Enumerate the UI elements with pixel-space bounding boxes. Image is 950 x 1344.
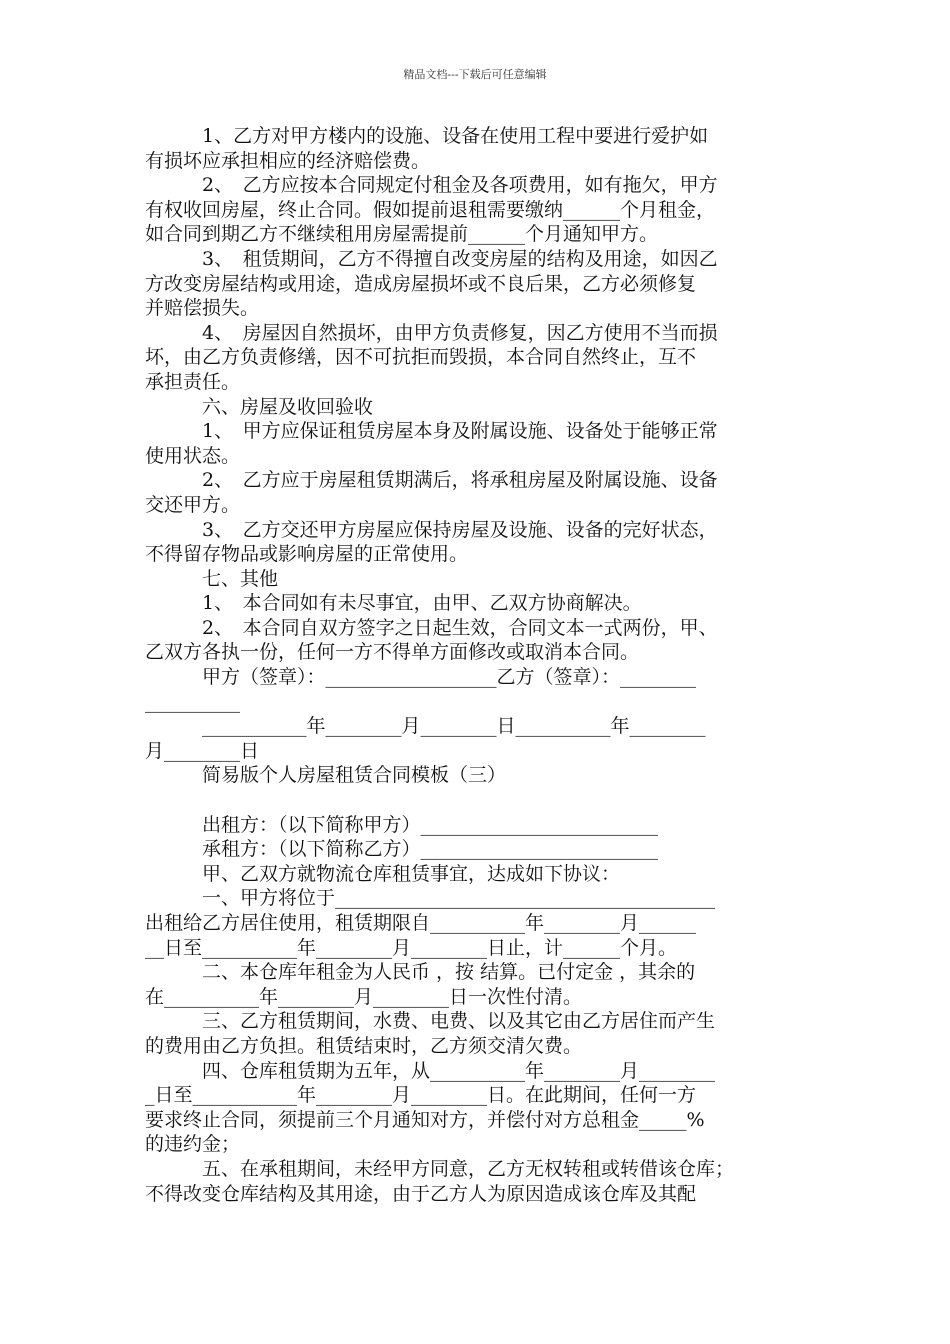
text-line: 有权收回房屋，终止合同。假如提前退租需要缴纳______个月租金， (145, 198, 716, 221)
text-line: 要求终止合同，须提前三个月通知对方，并偿付对方总租金_____% (145, 1108, 705, 1131)
page-header: 精品文档---下载后可任意编辑 (403, 68, 547, 81)
text-line: 甲方（签章）：__________________乙方（签章）：________ (145, 666, 697, 689)
text-line (145, 788, 810, 813)
text-line: 不得留存物品或影响房屋的正常使用。 (145, 543, 469, 566)
text-line: 方改变房屋结构或用途，造成房屋损坏或不良后果，乙方必须修复 (145, 272, 697, 295)
text-line: 使用状态。 (145, 444, 241, 467)
text-line: 的违约金； (145, 1133, 241, 1156)
text-line: 1、 甲方应保证租赁房屋本身及附属设施、设备处于能够正常 (145, 420, 718, 443)
text-line: 五、在承租期间，未经甲方同意，乙方无权转租或转借该仓库； (145, 1157, 735, 1180)
text-line: 七、其他 (145, 567, 279, 590)
text-line: __日至__________年________月________日止，计______个月。 (145, 936, 678, 959)
text-line: 的费用由乙方负担。租赁结束时，乙方须交清欠费。 (145, 1034, 583, 1057)
text-line: 四、仓库租赁期为五年，从__________年________月________ (145, 1059, 716, 1082)
text-line: 2、 乙方应于房屋租赁期满后，将承租房屋及附属设施、设备 (145, 469, 718, 492)
text-line: 交还甲方。 (145, 493, 241, 516)
text-line: __________ (145, 690, 240, 713)
text-line: 出租给乙方居住使用，租赁期限自__________年________月______ (145, 912, 697, 934)
text-line: 出租方：（以下简称甲方）_________________________ (145, 813, 659, 836)
text-line: 六、房屋及收回验收 (145, 395, 374, 418)
text-line: 坏，由乙方负责修缮，因不可抗拒而毁损，本合同自然终止，互不 (145, 346, 697, 369)
text-line: 1、 本合同如有未尽事宜，由甲、乙双方协商解决。 (145, 592, 642, 615)
text-line: 甲、乙双方就物流仓库租赁事宜，达成如下协议： (145, 862, 621, 885)
text-line: 一、甲方将位于________________________________________ (145, 887, 716, 910)
text-line: 有损坏应承担相应的经济赔偿费。 (145, 149, 431, 172)
text-line: 乙双方各执一份，任何一方不得单方面修改或取消本合同。 (145, 641, 640, 664)
text-line: 三、乙方租赁期间，水费、电费、以及其它由乙方居住而产生 (145, 1010, 716, 1033)
text-line: _日至___________年________月________日。在此期间，任何一方 (145, 1084, 697, 1107)
text-line: 并赔偿损失。 (145, 297, 260, 320)
text-line: 二、本仓库年租金为人民币 ，按 结算。已付定金 ，其余的 (145, 961, 696, 984)
text-line: ___________年________月________日__________年________ (145, 715, 706, 738)
text-line: 不得改变仓库结构及其用途，由于乙方人为原因造成该仓库及其配 (145, 1182, 697, 1205)
text-line: 3、 乙方交还甲方房屋应保持房屋及设施、设备的完好状态， (145, 518, 718, 541)
text-line: 如合同到期乙方不继续租用房屋需提前______个月通知甲方。 (145, 223, 659, 246)
document-body (145, 124, 810, 1206)
text-line: 月________日 (145, 739, 260, 762)
text-line: 4、 房屋因自然损坏，由甲方负责修复，因乙方使用不当而损 (145, 321, 718, 344)
text-line: 2、 本合同自双方签字之日起生效，合同文本一式两份，甲、 (145, 616, 718, 639)
text-line: 在__________年________月________日一次性付清。 (145, 985, 583, 1008)
text-line: 承担责任。 (145, 370, 241, 393)
text-line: 3、 租赁期间，乙方不得擅自改变房屋的结构及用途，如因乙 (145, 247, 718, 270)
text-line: 简易版个人房屋租赁合同模板（三） (145, 764, 507, 787)
text-line: 承租方：（以下简称乙方）_________________________ (145, 838, 659, 861)
text-line: 2、 乙方应按本合同规定付租金及各项费用，如有拖欠，甲方 (145, 174, 718, 197)
text-line: 1、乙方对甲方楼内的设施、设备在使用工程中要进行爱护如 (145, 125, 709, 147)
